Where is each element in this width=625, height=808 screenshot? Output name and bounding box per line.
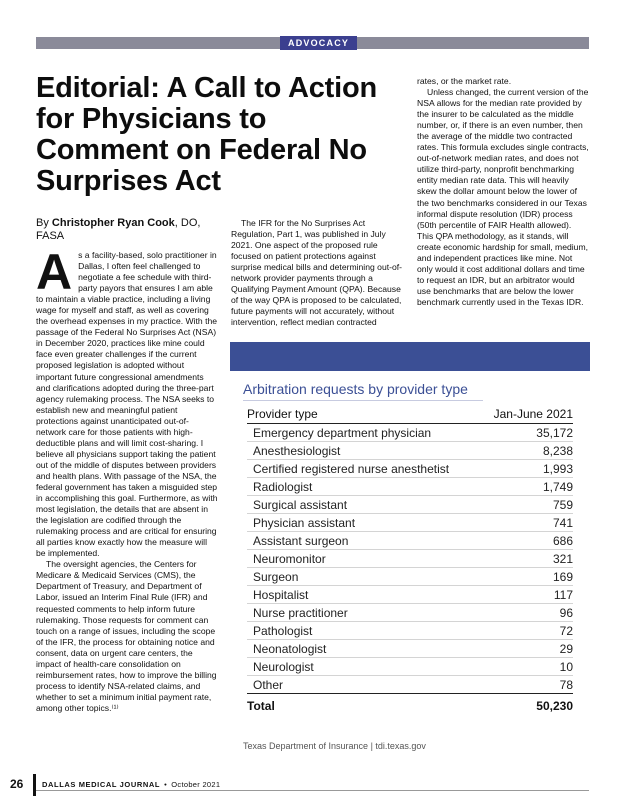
article-title: Editorial: A Call to Action for Physicians to Comment on Federal No Surprises Act <box>36 72 377 197</box>
article-column-2 <box>231 218 408 328</box>
provider-type-cell: Neonatologist <box>253 642 327 656</box>
table-row <box>247 514 573 532</box>
article-paragraph: The IFR for the No Surprises Act Regulation, Part 1, was published in July 2021. One aspect of the proposed rule focused on patient protections against surprise medical bills and determining out-of-network provider payments through a Qualifying Payment Amount (QPA). Because of the way QPA is proposed to be calculated, future payments will not accurately, without intervention, reflect median contracted <box>231 218 402 328</box>
column-header-provider: Provider type <box>247 407 318 421</box>
publication-footer <box>42 780 220 789</box>
request-count-cell: 686 <box>552 534 573 548</box>
table-row <box>247 496 573 514</box>
request-count-cell: 169 <box>552 570 573 584</box>
table-row <box>247 676 573 694</box>
provider-type-cell: Radiologist <box>253 480 313 494</box>
request-count-cell: 1,749 <box>542 480 573 494</box>
table-row <box>247 550 573 568</box>
table-header <box>247 405 573 423</box>
provider-type-cell: Surgeon <box>253 570 299 584</box>
total-label: Total <box>247 699 275 713</box>
author-name: Christopher Ryan Cook <box>51 217 175 229</box>
provider-type-cell: Anesthesiologist <box>253 444 341 458</box>
byline <box>36 217 211 243</box>
request-count-cell: 321 <box>552 552 573 566</box>
section-tag: ADVOCACY <box>280 36 357 50</box>
request-count-cell: 78 <box>559 678 573 692</box>
request-count-cell: 10 <box>559 660 573 674</box>
request-count-cell: 759 <box>552 498 573 512</box>
provider-type-cell: Neurologist <box>253 660 314 674</box>
byline-prefix: By <box>36 217 49 229</box>
provider-type-cell: Physician assistant <box>253 516 356 530</box>
publication-name: DALLAS MEDICAL JOURNAL <box>42 780 161 789</box>
provider-type-cell: Assistant surgeon <box>253 534 349 548</box>
request-count-cell: 29 <box>559 642 573 656</box>
provider-type-cell: Nurse practitioner <box>253 606 348 620</box>
provider-type-cell: Hospitalist <box>253 588 309 602</box>
title-divider <box>243 400 483 401</box>
request-count-cell: 741 <box>552 516 573 530</box>
provider-type-cell: Certified registered nurse anesthetist <box>253 462 450 476</box>
paragraph-text: s a facility-based, solo practitioner in Dallas, I often feel challenged to negotiate a fee schedule with third-party payors that ensures I am able to maintain a viable practice, including a living wage for myself and staff, as well as covering the overhead expenses in my practice. With the passage of the Federal No Surprises Act (NSA) in December 2020, practices like mine could face even greater challenges if the current proposed legislation is adopted without important future congressional amendments and clarifications adopted during the three-part agency rulemaking process. The NSA seeks to establish new and meaningful patient protections against unanticipated out-of-network care for those patients with high-deductible plans and will limit cost-sharing. I believe all physicians support taking the patient out of the middle of disputes between providers and health plans. With passage of the NSA, the federal government has taken a misguided step in accomplishing this goal. Furthermore, as with most legislation, the details that are absent in the legislation are codified through the rulemaking process and are critical for ensuring all parties know exactly how the measure will be implemented. <box>36 250 218 559</box>
table-row <box>247 658 573 676</box>
provider-type-cell: Surgical assistant <box>253 498 348 512</box>
table-row <box>247 460 573 478</box>
table-row <box>247 604 573 622</box>
table-title: Arbitration requests by provider type <box>243 381 468 397</box>
request-count-cell: 72 <box>559 624 573 638</box>
table-row <box>247 424 573 442</box>
author-credentials: , DO, FASA <box>36 217 201 242</box>
table-row <box>247 568 573 586</box>
footer-rule <box>36 790 589 791</box>
issue-date: October 2021 <box>171 780 221 789</box>
provider-type-cell: Pathologist <box>253 624 313 638</box>
request-count-cell: 8,238 <box>542 444 573 458</box>
table-source: Texas Department of Insurance | tdi.texas.gov <box>243 741 426 751</box>
total-value: 50,230 <box>536 699 573 713</box>
article-paragraph: The oversight agencies, the Centers for Medicare & Medicaid Services (CMS), the Department of Treasury, and Department of Labor, issued an Interim Final Rule (IFR) and requested comments to help inform future rulemaking. Those requests for comment can touch on a range of issues, including the scope of the IFR, the process for obtaining notice and consent, data on urgent care centers, the impact of health-care consolidation on reimbursement rates, how to improve the billing process to identify NSA-related claims, and whether to set a minimum initial payment rate, among other topics.⁽¹⁾ <box>36 559 217 713</box>
table-total-row <box>247 698 573 716</box>
provider-type-cell: Emergency department physician <box>253 426 432 440</box>
drop-cap: A <box>36 244 73 300</box>
sidebar-header-band <box>230 342 590 371</box>
request-count-cell: 1,993 <box>542 462 573 476</box>
table-row <box>247 532 573 550</box>
request-count-cell: 117 <box>553 588 573 602</box>
table-row <box>247 622 573 640</box>
table-row <box>247 640 573 658</box>
article-column-3 <box>417 76 589 308</box>
folio-divider <box>33 774 36 796</box>
footer-separator: • <box>164 780 168 789</box>
table-row <box>247 586 573 604</box>
article-paragraph <box>36 244 218 559</box>
request-count-cell: 96 <box>559 606 573 620</box>
table-body <box>247 424 573 694</box>
provider-type-cell: Neuromonitor <box>253 552 326 566</box>
column-header-period: Jan-June 2021 <box>493 407 573 421</box>
request-count-cell: 35,172 <box>536 426 573 440</box>
provider-type-cell: Other <box>253 678 284 692</box>
table-row <box>247 442 573 460</box>
article-paragraph: Unless changed, the current version of the NSA allows for the median rate provided by the insurer to be calculated as the middle number, or, if there is an even number, then the average of the middle two contracted rates. This formula excludes single contracts, out-of-network median rates, and does not utilize third-party, nonprofit benchmarking entity median rate data. This will heavily skew the dollar amount below the lower of the two benchmarks considered in our Texas informal dispute resolution (IDR) process (50th percentile of FAIR Health allowed). This QPA methodology, as it stands, will create economic hardship for small, medium, and independent practices like mine. Not only would it cost additional dollars and time to request an IDR, but an arbitrator would use benchmarks that are below the lower benchmark currently used in the Texas IDR. <box>417 87 589 307</box>
table-row <box>247 478 573 496</box>
arbitration-table-box <box>230 371 590 763</box>
article-column-1 <box>36 244 218 714</box>
article-paragraph: rates, or the market rate. <box>417 76 512 86</box>
page-number: 26 <box>10 777 24 791</box>
